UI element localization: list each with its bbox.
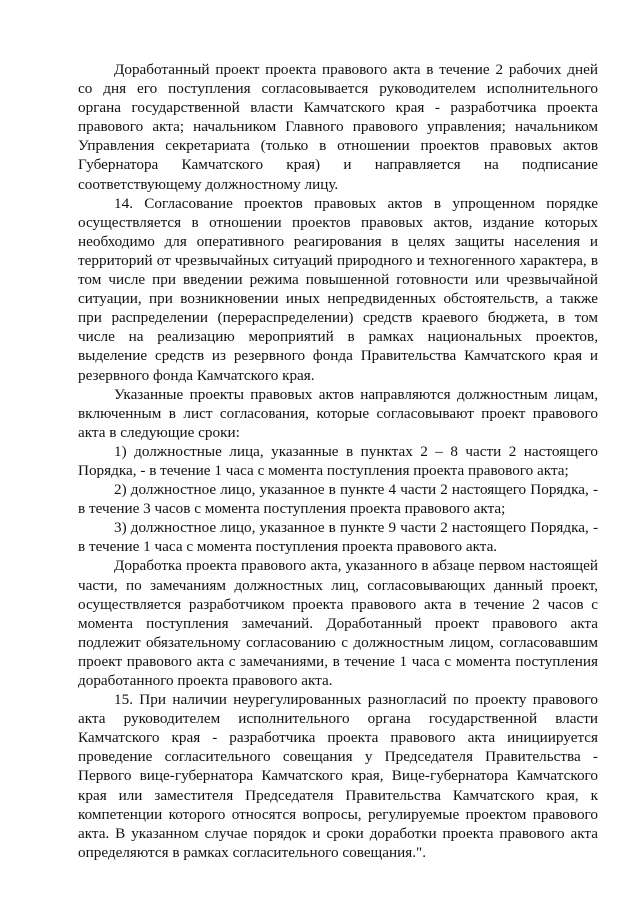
paragraph-deadline-2: 2) должностное лицо, указанное в пункте 4 части 2 настоящего Порядка, - в течение 3 часов с момента поступления проекта правового акта; (78, 481, 598, 518)
paragraph-item-14-simplified-approval: 14. Согласование проектов правовых актов в упрощенном порядке осуществляется в отношении проектов правовых актов, издание которых необходимо для оперативного реагирования в целях защиты населения и территорий от чрезвычайных ситуаций природного и техногенного характера, в том числе при введении режима повышенной готовности или чрезвычайной ситуации, при возникновении иных непредвиденных обстоятельств, а также при распределении (перераспределении) средств краевого бюджета, в том числе на реализацию мероприятий в рамках национальных проектов, выделение средств из резервного фонда Правительства Камчатского края и резервного фонда Камчатского края. (78, 194, 598, 384)
paragraph-revision-by-remarks: Доработка проекта правового акта, указанного в абзаце первом настоящей части, по замечаниям должностных лиц, согласовывающих данный проект, осуществляется разработчиком проекта правового акта в течение 2 часов с момента поступления замечаний. Доработанный проект правового акта подлежит обязательному согласованию с должностным лицом, согласовавшим проект правового акта с замечаниями, в течение 1 часа с момента поступления доработанного проекта правового акта. (78, 557, 598, 689)
paragraph-revised-draft-approval: Доработанный проект проекта правового акта в течение 2 рабочих дней со дня его поступления согласовывается руководителем исполнительного органа государственной власти Камчатского края - разработчика проекта правового акта; начальником Главного правового управления; начальником Управления секретариата (только в отношении проектов правовых актов Губернатора Камчатского края) и направляется на подписание соответствующему должностному лицу. (78, 61, 598, 193)
document-body (78, 60, 598, 862)
paragraph-approval-deadlines-intro: Указанные проекты правовых актов направляются должностным лицам, включенным в лист согласования, которые согласовывают проект правового акта в следующие сроки: (78, 385, 598, 441)
paragraph-item-15-disagreements: 15. При наличии неурегулированных разногласий по проекту правового акта руководителем исполнительного органа государственной власти Камчатского края - разработчика проекта правового акта инициируется проведение согласительного совещания у Председателя Правительства - Первого вице-губернатора Камчатского края, Вице-губернатора Камчатского края или заместителя Председателя Правительства Камчатского края, к компетенции которого относятся вопросы, регулируемые проектом правового акта. В указанном случае порядок и сроки доработки проекта правового акта определяются в рамках согласительного совещания.". (78, 691, 598, 861)
paragraph-deadline-3: 3) должностное лицо, указанное в пункте 9 части 2 настоящего Порядка, - в течение 1 часа с момента поступления проекта правового акта. (78, 519, 598, 556)
paragraph-deadline-1: 1) должностные лица, указанные в пунктах 2 – 8 части 2 настоящего Порядка, - в течение 1 часа с момента поступления проекта правового акта; (78, 442, 598, 479)
